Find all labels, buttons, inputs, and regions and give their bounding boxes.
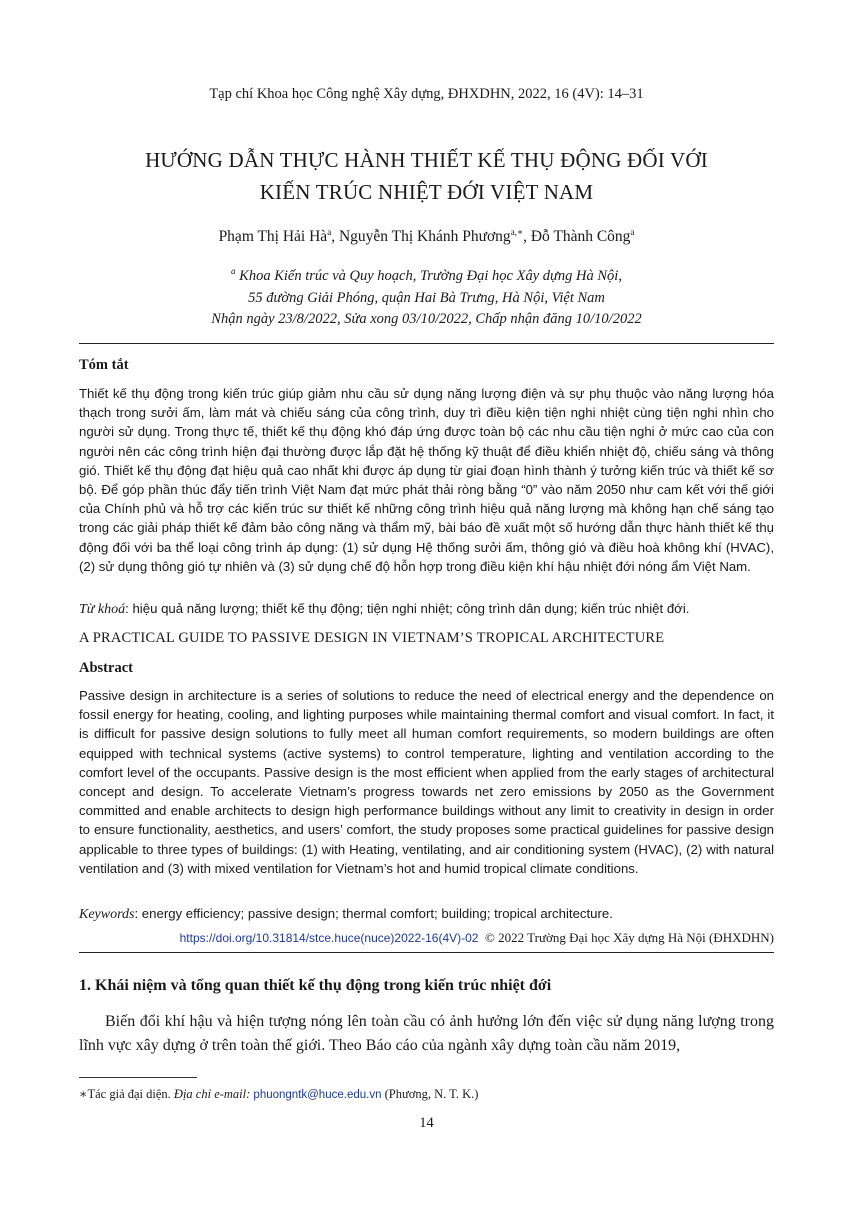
author-mark: a — [630, 227, 635, 237]
summary-vi-heading: Tóm tắt — [79, 357, 129, 373]
title-line-2: KIẾN TRÚC NHIỆT ĐỚI VIỆT NAM — [259, 180, 594, 204]
author-name: Phạm Thị Hải Hà — [218, 228, 328, 246]
page-number: 14 — [419, 1115, 434, 1131]
abstract-bottom-rule — [79, 952, 774, 953]
author-mark: a — [327, 227, 332, 237]
author-separator: , — [523, 228, 531, 246]
abstract-text: Passive design in architecture is a series of solutions to reduce the need of electrical energy and the dependence on fossil energy for heating, cooling, and lighting purposes while maintaining thermal comfort and visual comfort. In fact, it is difficult for passive design solutions to fully meet all human comfort requirements, so modern buildings are often equipped with technical systems (active systems) to control temperature, lighting and ventilation according to the comfort level of the occupants. Passive design is the most efficient when applied from the early stages of architectural concept and design. To accelerate Vietnam’s progress towards net zero emissions by 2050 as the Government committed and enable architects to design high performance buildings without any limit to creativity in design in order to ensure functionality, aesthetics, and users’ comfort, the study proposes some practical guidelines for passive design applicable to three types of buildings: (1) with Heating, ventilating, and air conditioning system (HVAC), (2) with natural ventilation and (3) with mixed ventilation for Vietnam’s hot and humid tropical climate conditions. — [79, 688, 774, 876]
footnote-email-link[interactable]: phuongntk@huce.edu.vn — [253, 1089, 382, 1101]
keywords-en-label: Keywords — [79, 907, 135, 922]
keywords-vi-values: : hiệu quả năng lượng; thiết kế thụ động; tiện nghi nhiệt; công trình dân dụng; kiến trúc nhiệt đới. — [125, 601, 690, 616]
section-1-heading: 1. Khái niệm và tổng quan thiết kế thụ động trong kiến trúc nhiệt đới — [79, 977, 552, 994]
affiliation-mark: a — [231, 266, 236, 276]
affiliation-line-1: Khoa Kiến trúc và Quy hoạch, Trường Đại học Xây dựng Hà Nội, — [239, 267, 622, 284]
affiliation-line-2: 55 đường Giải Phóng, quận Hai Bà Trưng, Hà Nội, Việt Nam — [248, 289, 605, 306]
footnote-email-label: Địa chỉ e-mail: — [173, 1087, 251, 1101]
author-separator: , — [331, 228, 339, 246]
keywords-en-values: : energy efficiency; passive design; thermal comfort; building; tropical architecture. — [134, 906, 613, 921]
copyright-notice: © 2022 Trường Đại học Xây dựng Hà Nội (ĐHXDHN) — [484, 930, 774, 945]
author-list — [0, 227, 853, 246]
abstract-heading: Abstract — [79, 660, 133, 676]
keywords-vi-label: Từ khoá — [79, 602, 126, 617]
author-mark: a,∗ — [510, 227, 524, 237]
abstract-top-rule — [79, 343, 774, 344]
paper-title — [60, 144, 793, 208]
title-line-1: HƯỚNG DẪN THỰC HÀNH THIẾT KẾ THỤ ĐỘNG ĐỐI VỚI — [145, 148, 708, 172]
footnote-label: ∗Tác giả đại diện. — [79, 1087, 171, 1101]
section-1-text: Biến đổi khí hậu và hiện tượng nóng lên toàn cầu có ảnh hưởng lớn đến việc sử dụng năng lượng trong lĩnh vực xây dựng ở trên toàn thế giới. Theo Báo cáo của ngành xây dựng toàn cầu năm 2019, — [79, 1013, 774, 1054]
keywords-en — [79, 906, 774, 923]
footnote — [79, 1086, 478, 1102]
summary-vi-text: Thiết kế thụ động trong kiến trúc giúp giảm nhu cầu sử dụng năng lượng điện và sự phụ thuộc vào năng lượng hóa thạch trong sưởi ấm, làm mát và chiếu sáng của công trình, duy trì điều kiện tiện nghi nhiệt cùng tiện nghi nhìn cho người sử dụng. Trong thực tế, thiết kế thụ động khó đáp ứng được toàn bộ các nhu cầu tiện nghi ở mức cao của con người nên các công trình hiện đại thường được lắp đặt hệ thống kỹ thuật để điều khiển nhiệt độ, chiếu sáng và thông gió. Thiết kế thụ động đạt hiệu quả cao nhất khi được áp dụng từ giai đoạn hình thành ý tưởng kiến trúc và thiết kế sơ bộ. Để góp phần thúc đẩy tiến trình Việt Nam đạt mức phát thải ròng bằng “0” vào năm 2050 như cam kết với thế giới của Chính phủ và hỗ trợ các kiến trúc sư thiết kế những công trình hiệu quả năng lượng mà không hạn chế sáng tạo trong các giải pháp thiết kế đảm bảo công năng và thẩm mỹ, bài báo đề xuất một số hướng dẫn thực hành thiết kế thụ động đối với ba thể loại công trình áp dụng: (1) sử dụng Hệ thống sưởi ấm, thông gió và điều hoà không khí (HVAC), (2) sử dụng thông gió tự nhiên và (3) sử dụng chế độ hỗn hợp trong điều kiện khí hậu nhiệt đới nóng ẩm Việt Nam. — [79, 386, 774, 574]
footnote-rule — [79, 1077, 197, 1078]
affiliation — [0, 260, 853, 309]
submission-dates: Nhận ngày 23/8/2022, Sửa xong 03/10/2022, Chấp nhận đăng 10/10/2022 — [211, 311, 642, 327]
doi-link[interactable]: https://doi.org/10.31814/stce.huce(nuce)2022-16(4V)-02 — [179, 931, 479, 945]
journal-header: Tạp chí Khoa học Công nghệ Xây dựng, ĐHXDHN, 2022, 16 (4V): 14–31 — [209, 86, 644, 102]
keywords-vi — [79, 601, 774, 618]
author-name: Nguyễn Thị Khánh Phương — [338, 228, 511, 246]
english-title: A PRACTICAL GUIDE TO PASSIVE DESIGN IN VIETNAM’S TROPICAL ARCHITECTURE — [79, 630, 665, 646]
author-name: Đỗ Thành Công — [530, 228, 631, 246]
footnote-person: (Phương, N. T. K.) — [384, 1087, 479, 1101]
doi-line — [0, 930, 774, 946]
